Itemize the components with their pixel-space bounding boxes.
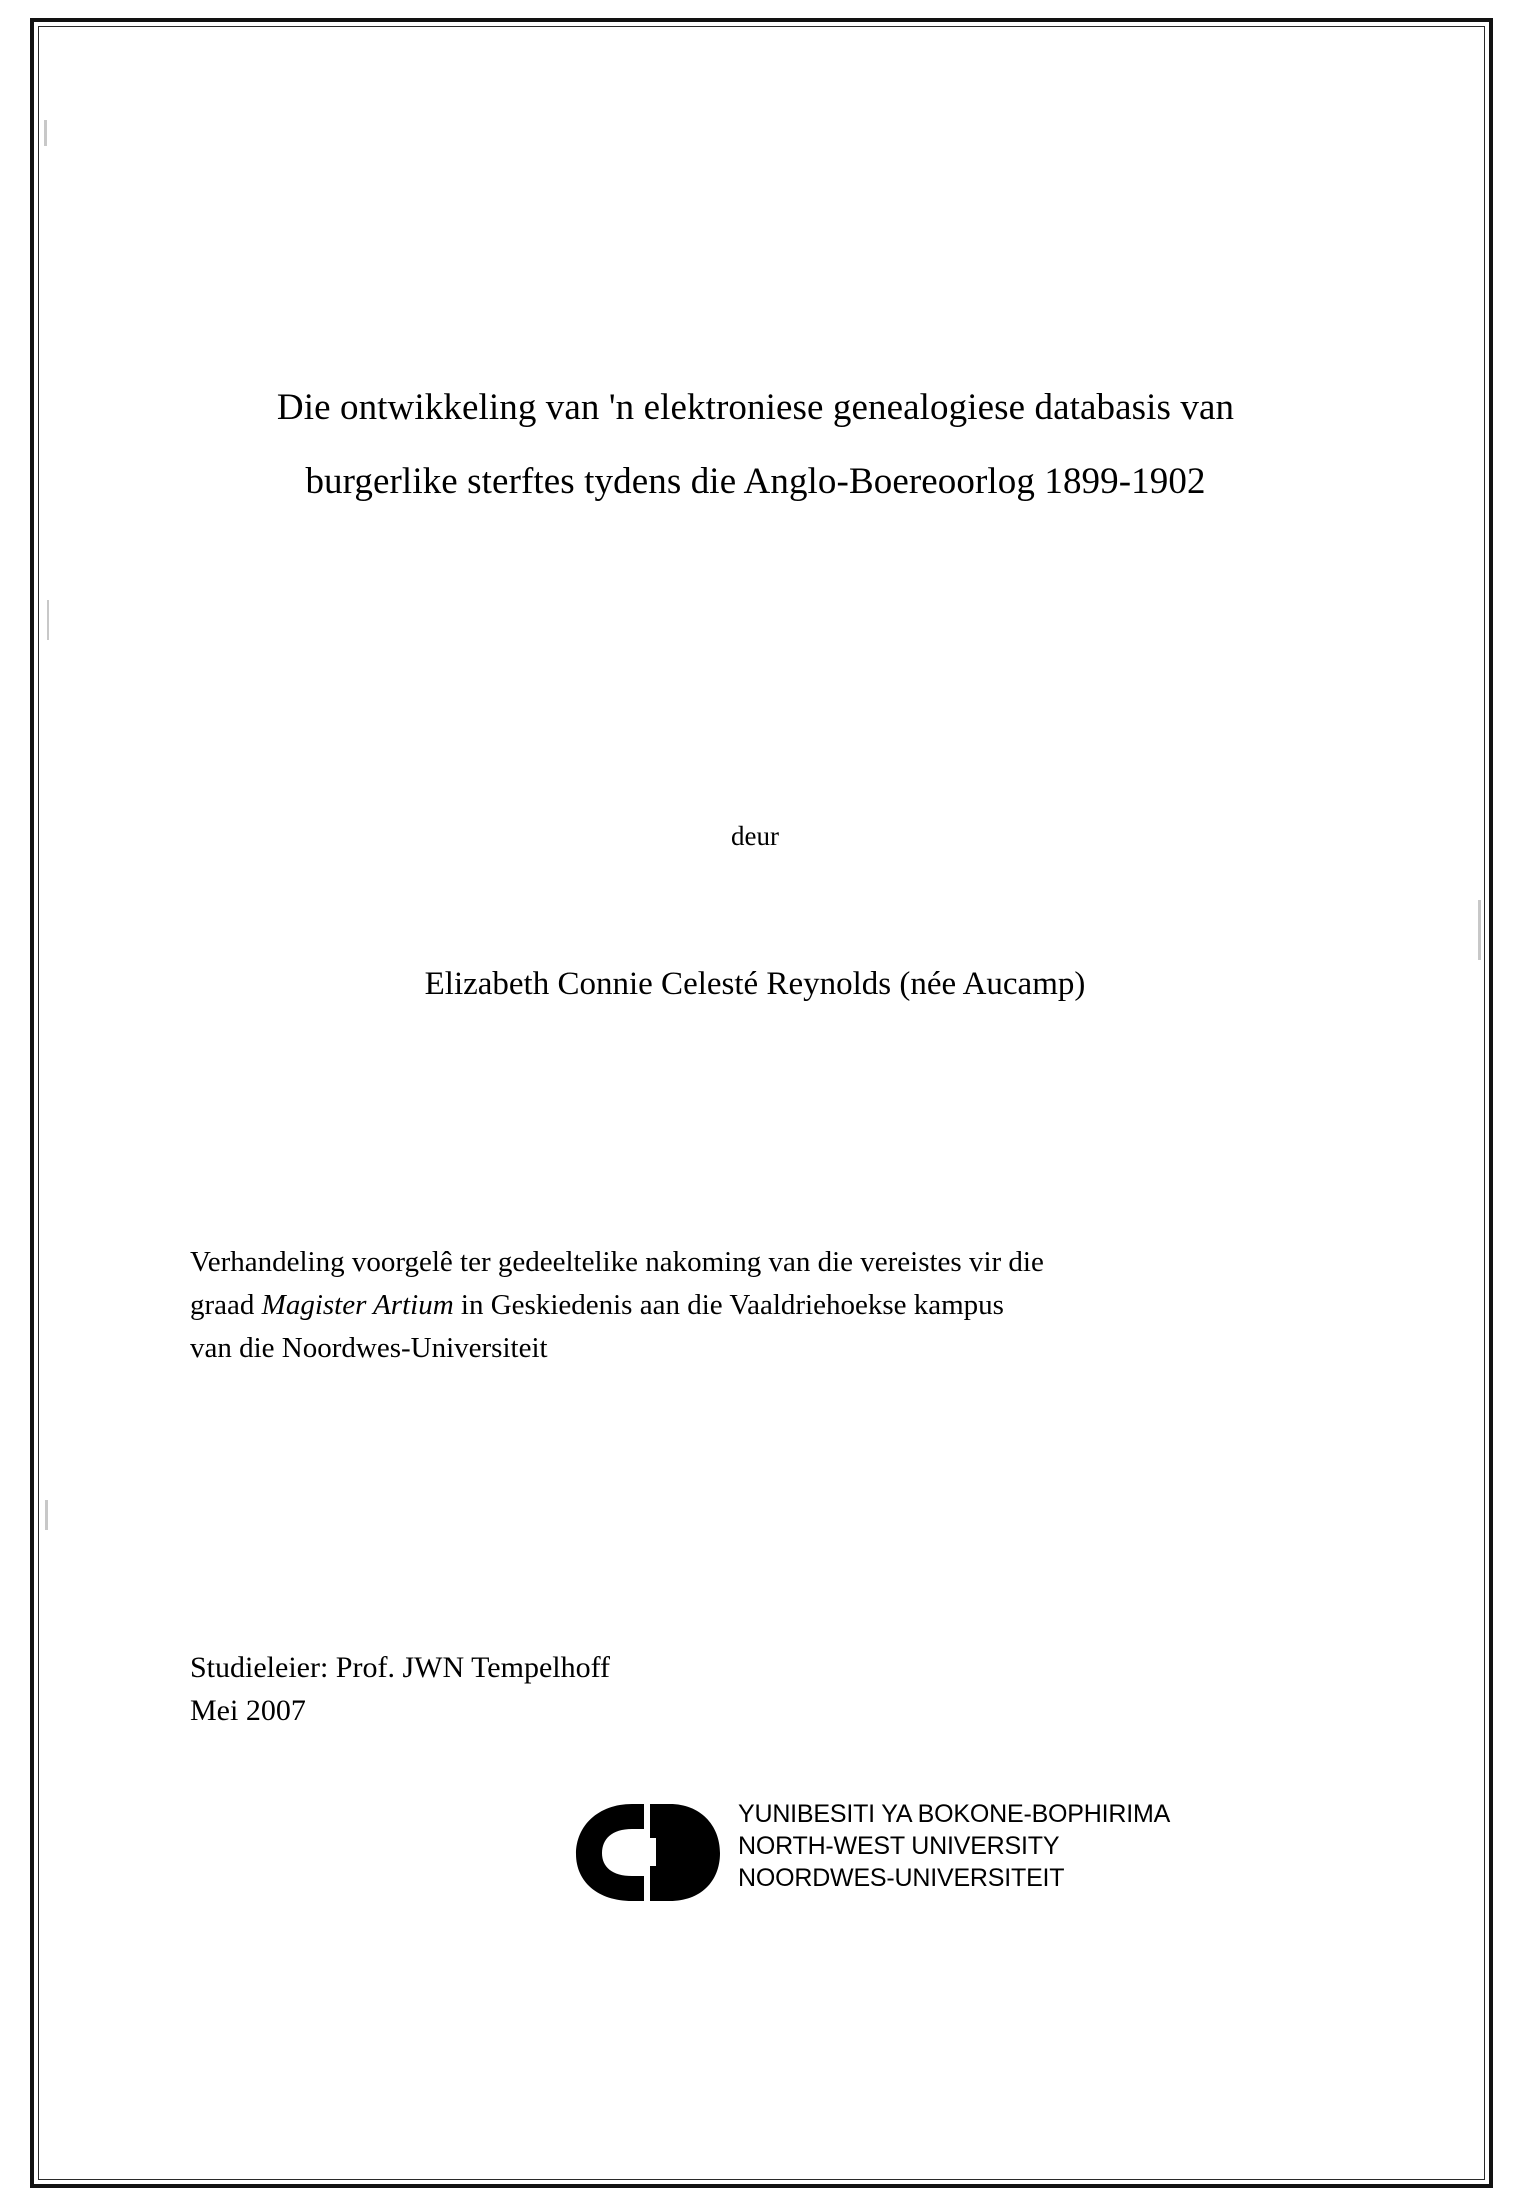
degree-statement-line-1: Verhandeling voorgelê ter gedeeltelike nakoming van die vereistes vir die: [190, 1246, 1044, 1278]
scan-speck: [44, 120, 47, 146]
university-logo-block: [570, 1798, 1190, 1918]
logo-line-1: YUNIBESITI YA BOKONE-BOPHIRIMA: [738, 1800, 1171, 1828]
submission-date: Mei 2007: [190, 1694, 306, 1727]
university-logo-text: [738, 1798, 1170, 1894]
supervisor-name: Studieleier: Prof. JWN Tempelhoff: [190, 1651, 611, 1684]
logo-line-2: NORTH-WEST UNIVERSITY: [738, 1832, 1060, 1860]
scan-speck: [47, 600, 49, 640]
degree-statement-line-2-prefix: graad: [190, 1289, 262, 1321]
page-content: [150, 26, 1360, 2180]
north-west-university-logo-icon: [570, 1800, 730, 1905]
degree-name-italic: Magister Artium: [261, 1289, 454, 1321]
supervisor-block: [190, 1646, 1090, 1732]
degree-statement-line-2: [190, 1284, 1315, 1327]
degree-statement-line-2-suffix: in Geskiedenis aan die Vaaldriehoekse kampus: [453, 1289, 1004, 1321]
scan-speck: [45, 1500, 48, 1530]
logo-line-3: NOORDWES-UNIVERSITEIT: [738, 1864, 1065, 1892]
author-name: Elizabeth Connie Celesté Reynolds (née Aucamp): [424, 966, 1086, 1002]
degree-statement: [190, 1241, 1315, 1370]
degree-statement-line-3: van die Noordwes-Universiteit: [190, 1332, 548, 1364]
title-line-1: Die ontwikkeling van 'n elektroniese genealogiese databasis van: [276, 387, 1235, 428]
scan-speck: [1478, 900, 1481, 960]
by-label: deur: [731, 821, 779, 851]
page-title: [168, 371, 1343, 519]
title-line-2: burgerlike sterftes tydens die Anglo-Boereoorlog 1899-1902: [305, 461, 1206, 502]
